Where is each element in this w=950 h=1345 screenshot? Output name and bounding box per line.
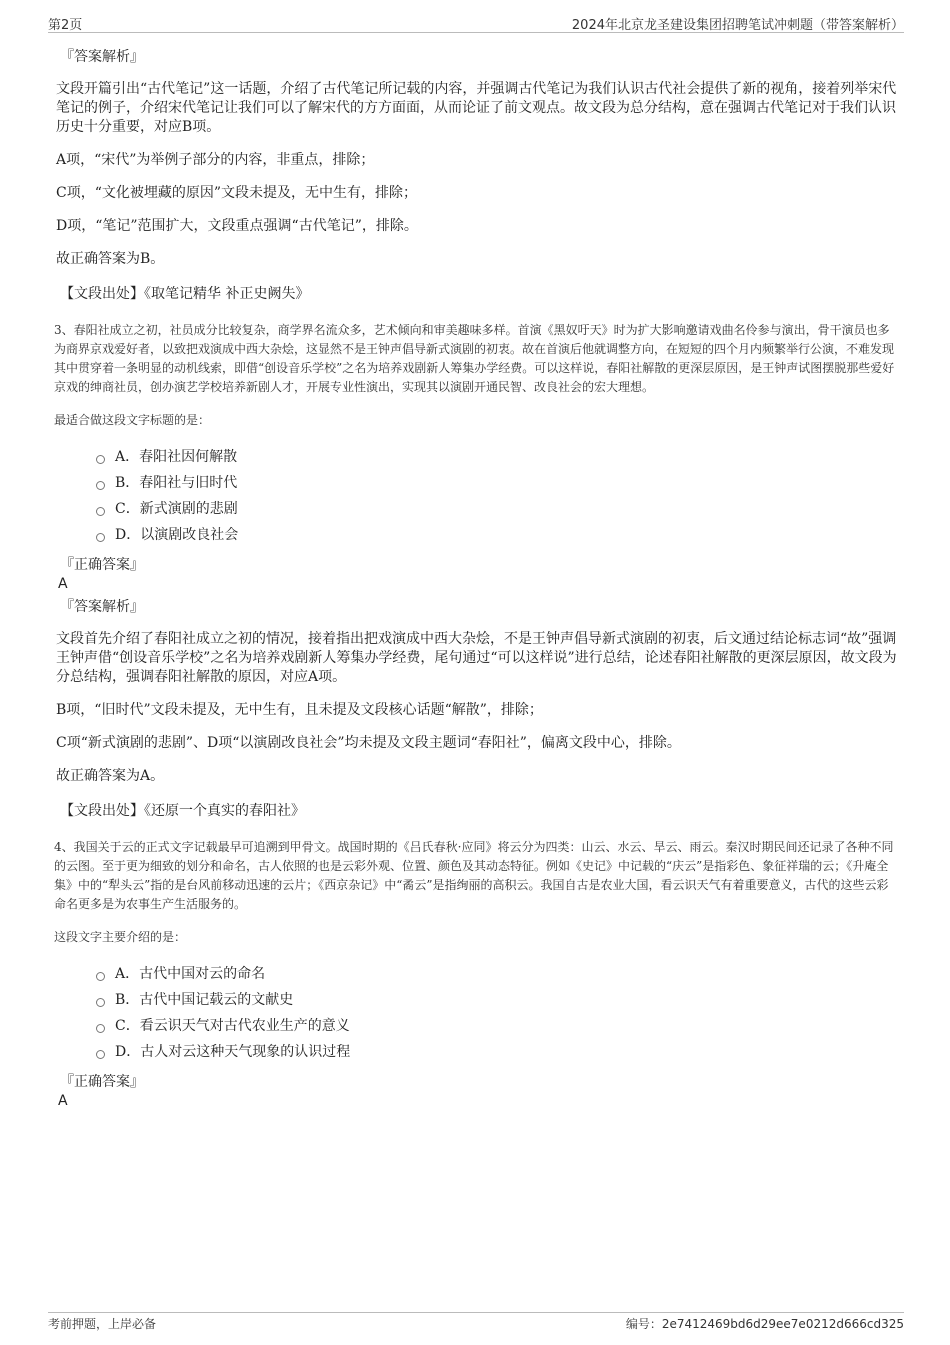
option-label: A．古代中国对云的命名 [115,966,266,982]
option-c[interactable] [96,496,900,522]
option-label: D．以演剧改良社会 [115,527,239,543]
question-4-options [96,961,900,1065]
question-3-passage: 3、春阳社成立之初，社员成分比较复杂，商学界名流众多，艺术倾向和审美趣味多样。首演《黑奴吁天》时为扩大影响邀请戏曲名伶参与演出，骨干演员也多为商界京戏爱好者，以致把戏演成中西大杂烩，这显然不是王钟声倡导新式演剧的初衷。故在首演后他就调整方向，在短短的四个月内频繁举行公演，不难发现其中贯穿着一条明显的动机线索，即借“创设音乐学校”之名为培养戏剧新人筹集办学经费。可以这样说，春阳社解散的更深层原因，是王钟声试图摆脱那些爱好京戏的绅商社员，创办演艺学校培养新剧人才，开展专业性演出，实现其以演剧开通民智、改良社会的宏大理想。 [54,323,895,394]
passage-source: 【文段出处】《还原一个真实的春阳社》 [60,803,305,819]
option-a[interactable] [96,961,900,987]
option-label: C．看云识天气对古代农业生产的意义 [115,1018,350,1034]
analysis-label: 『答案解析』 [60,49,144,65]
radio-icon[interactable] [96,481,105,490]
option-b[interactable] [96,470,900,496]
analysis-paragraph: 文段开篇引出“古代笔记”这一话题，介绍了古代笔记所记载的内容，并强调古代笔记为我们认识古代社会提供了新的视角，接着列举宋代笔记的例子，介绍宋代笔记让我们可以了解宋代的方方面面，从而论证了前文观点。故文段为总分结构，意在强调古代笔记对于我们认识历史十分重要，对应B项。 [56,81,897,135]
radio-icon[interactable] [96,455,105,464]
correct-answer: A [58,1093,68,1109]
analysis-label: 『答案解析』 [60,599,144,615]
question-4-passage: 4、我国关于云的正式文字记载最早可追溯到甲骨文。战国时期的《吕氏春秋·应同》将云分为四类：山云、水云、旱云、雨云。秦汉时期民间还记录了各种不同的云图。至于更为细致的划分和命名，古人依照的也是云彩外观、位置、颜色及其动态特征。例如《史记》中记载的“庆云”是指彩色、象征祥瑞的云；《升庵全集》中的“犁头云”指的是台风前移动迅速的云片；《西京杂记》中“矞云”是指绚丽的高积云。我国自古是农业大国，看云识天气有着重要意义，古代的这些云彩命名更多是为农事生产生活服务的。 [54,840,894,911]
correct-answer-label: 『正确答案』 [60,1074,144,1090]
radio-icon[interactable] [96,507,105,516]
document-id: 编号：2e7412469bd6d29ee7e0212d666cd325 [625,1317,904,1331]
analysis-conclusion: 故正确答案为B。 [56,251,165,267]
option-d[interactable] [96,522,900,548]
radio-icon[interactable] [96,972,105,981]
radio-icon[interactable] [96,998,105,1007]
analysis-paragraph: A项，“宋代”为举例子部分的内容，非重点，排除； [56,152,375,168]
page-content [56,44,900,1113]
option-label: B．春阳社与旧时代 [115,475,238,491]
analysis-conclusion: 故正确答案为A。 [56,768,165,784]
option-c[interactable] [96,1013,900,1039]
correct-answer: A [58,576,68,592]
page-footer [48,1312,904,1333]
question-3-prompt: 最适合做这段文字标题的是： [54,413,211,427]
option-d[interactable] [96,1039,900,1065]
page-header [48,14,904,33]
footer-slogan: 考前押题，上岸必备 [48,1317,157,1331]
passage-source: 【文段出处】《取笔记精华 补正史阙失》 [60,286,310,302]
page-number: 第2页 [48,18,83,33]
option-label: D．古人对云这种天气现象的认识过程 [115,1044,351,1060]
radio-icon[interactable] [96,1024,105,1033]
radio-icon[interactable] [96,533,105,542]
analysis-paragraph: B项，“旧时代”文段未提及，无中生有，且未提及文段核心话题“解散”，排除； [56,702,543,718]
document-title: 2024年北京龙圣建设集团招聘笔试冲刺题（带答案解析） [571,18,904,33]
question-4-prompt: 这段文字主要介绍的是： [54,930,187,944]
question-3-options [96,444,900,548]
analysis-paragraph: C项，“文化被埋藏的原因”文段未提及，无中生有，排除； [56,185,418,201]
correct-answer-label: 『正确答案』 [60,557,144,573]
option-a[interactable] [96,444,900,470]
analysis-paragraph: C项“新式演剧的悲剧”、D项“以演剧改良社会”均未提及文段主题词“春阳社”，偏离文段中心，排除。 [56,735,681,751]
option-label: C．新式演剧的悲剧 [115,501,238,517]
option-label: A．春阳社因何解散 [115,449,238,465]
analysis-paragraph: 文段首先介绍了春阳社成立之初的情况，接着指出把戏演成中西大杂烩，不是王钟声倡导新式演剧的初衷，后文通过结论标志词“故”强调王钟声借“创设音乐学校”之名为培养戏剧新人筹集办学经费，尾句通过“可以这样说”进行总结，论述春阳社解散的更深层原因，故文段为分总结构，强调春阳社解散的原因，对应A项。 [56,631,897,685]
analysis-paragraph: D项，“笔记”范围扩大，文段重点强调“古代笔记”，排除。 [56,218,418,234]
option-b[interactable] [96,987,900,1013]
option-label: B．古代中国记载云的文献史 [115,992,294,1008]
radio-icon[interactable] [96,1050,105,1059]
